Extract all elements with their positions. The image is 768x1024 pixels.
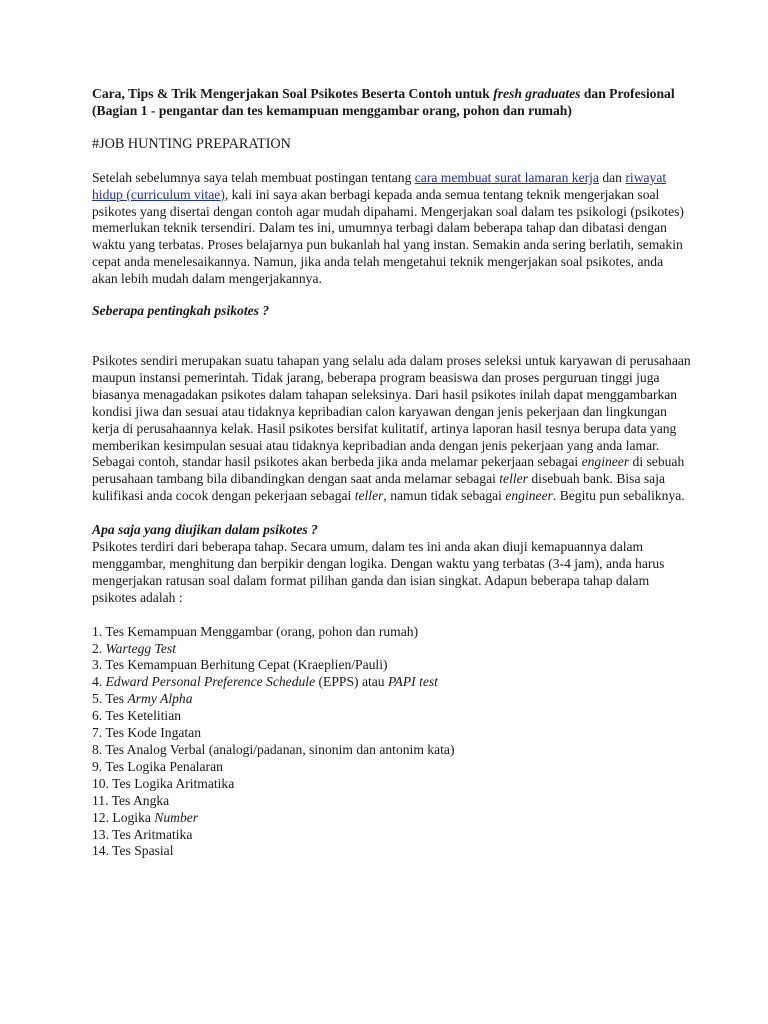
list-item: 6. Tes Ketelitian [92,708,182,724]
section1-text-b: di sebuah perusahaan tambang bila dibandingkan dengan saat anda melamar sebagai [92,454,685,487]
section2-heading: Apa saja yang diujikan dalam psikotes ? [92,522,318,538]
list-item: 8. Tes Analog Verbal (analogi/padanan, sinonim dan antonim kata) [92,742,455,757]
section1-text-e: . Begitu pun sebaliknya. [552,488,685,504]
list-item-number: 5. Tes [92,691,128,707]
section1-italic-1: engineer [581,454,630,470]
hashtag-line: #JOB HUNTING PREPARATION [92,135,291,152]
section1-text-c: disebuah bank. Bisa saja kulifikasi anda cocok dengan pekerjaan sebagai [92,471,666,504]
intro-text-3: , kali ini saya akan berbagi kepada anda semua tentang teknik mengerjakan soal psikotes yang disertai dengan contoh agar mudah dipahami. Mengerjakan soal dalam tes psikologi (psikotes) memerlukan teknik tersendiri. Dalam tes ini, umumnya terbagi dalam beberapa tahap dan dibatasi dengan waktu yang terbatas. Proses belajarnya pun bukanlah hal yang instan. Semakin anda sering berlatih, semakin cepat anda menelesaikannya. Namun, jika anda telah mengetahui teknik mengerjakan soal psikotes, anda akan lebih mudah dalam mengerjakannya. [92,186,684,287]
section1-text-d: , namun tidak sebagai [383,488,506,504]
list-item: 14. Tes Spasial [92,843,174,859]
title-text-2: dan Profesional (Bagian 1 - pengantar dan tes kemampuan menggambar orang, pohon dan rumah) [92,86,675,118]
link-riwayat-hidup[interactable]: riwayat hidup (curriculum vitae) [92,169,667,202]
section1-italic-4: engineer [505,488,553,504]
list-item-italic: PAPI test [387,674,438,690]
section1-body [92,353,692,505]
list-item-italic: Army Alpha [127,691,193,707]
list-item: 1. Tes Kemampuan Menggambar (orang, pohon dan rumah) [92,623,419,639]
list-item-number: 2. [92,640,106,656]
list-item [92,674,692,691]
section1-italic-3: teller [354,488,384,504]
psikotes-steps-list [92,624,692,861]
section2-body: Psikotes terdiri dari beberapa tahap. Secara umum, dalam tes ini anda akan diuji kemapuannya dalam menggambar, menghitung dan berpikir dengan logika. Dengan waktu yang terbatas (3-4 jam), anda harus mengerjakan ratusan soal dalam format pilihan ganda dan isian singkat. Adapun beberapa tahap dalam psikotes adalah : [92,539,665,605]
list-item: 10. Tes Logika Aritmatika [92,775,235,791]
list-item-italic: Edward Personal Preference Schedule [105,674,316,690]
list-item: 13. Tes Aritmatika [92,826,193,842]
intro-paragraph [92,170,692,288]
document-title [92,86,692,120]
intro-text-1: Setelah sebelumnya saya telah membuat postingan tentang [92,169,415,185]
list-item-italic: Wartegg Test [105,640,176,656]
list-item: 7. Tes Kode Ingatan [92,725,202,741]
list-item [92,641,692,658]
section1-heading: Seberapa pentingkah psikotes ? [92,303,270,319]
intro-text-2: dan [598,169,626,185]
list-item: 11. Tes Angka [92,792,170,808]
list-item-text: (EPPS) atau [315,674,388,690]
list-item: 3. Tes Kemampuan Berhitung Cepat (Kraeplien/Pauli) [92,657,388,673]
document-page [92,86,692,860]
list-item-number: 4. [92,674,106,690]
list-item-italic: Number [154,809,199,825]
list-item-number: 12. Logika [92,809,155,825]
list-item [92,810,692,827]
section1-italic-2: teller [499,471,528,487]
list-item: 9. Tes Logika Penalaran [92,758,223,774]
list-item [92,691,692,708]
title-italic-fresh-graduates: fresh graduates [493,86,581,101]
title-text-1: Cara, Tips & Trik Mengerjakan Soal Psikotes Beserta Contoh untuk [92,86,494,101]
section1-text-a: Psikotes sendiri merupakan suatu tahapan yang selalu ada dalam proses seleksi untuk karyawan di perusahaan maupun instansi pemerintah. Tidak jarang, beberapa program beasiswa dan proses perguruan tinggi juga biasanya menagadakan psikotes dalam tahapan seleksinya. Dari hasil psikotes inilah dapat menggambarkan kondisi jiwa dan sesuai atau tidaknya kepribadian calon karyawan dengan jenis pekerjaan dan lingkungan kerja di perusahaannya kelak. Hasil psikotes bersifat kulitatif, artinya laporan hasil tesnya berupa data yang memberikan kesimpulan sesuai atau tidaknya kepribadian anda dengan jenis pekerjaan yang anda lamar. Sebagai contoh, standar hasil psikotes akan berbeda jika anda melamar pekerjaan sebagai [92,352,691,470]
link-surat-lamaran[interactable]: cara membuat surat lamaran kerja [414,169,599,185]
